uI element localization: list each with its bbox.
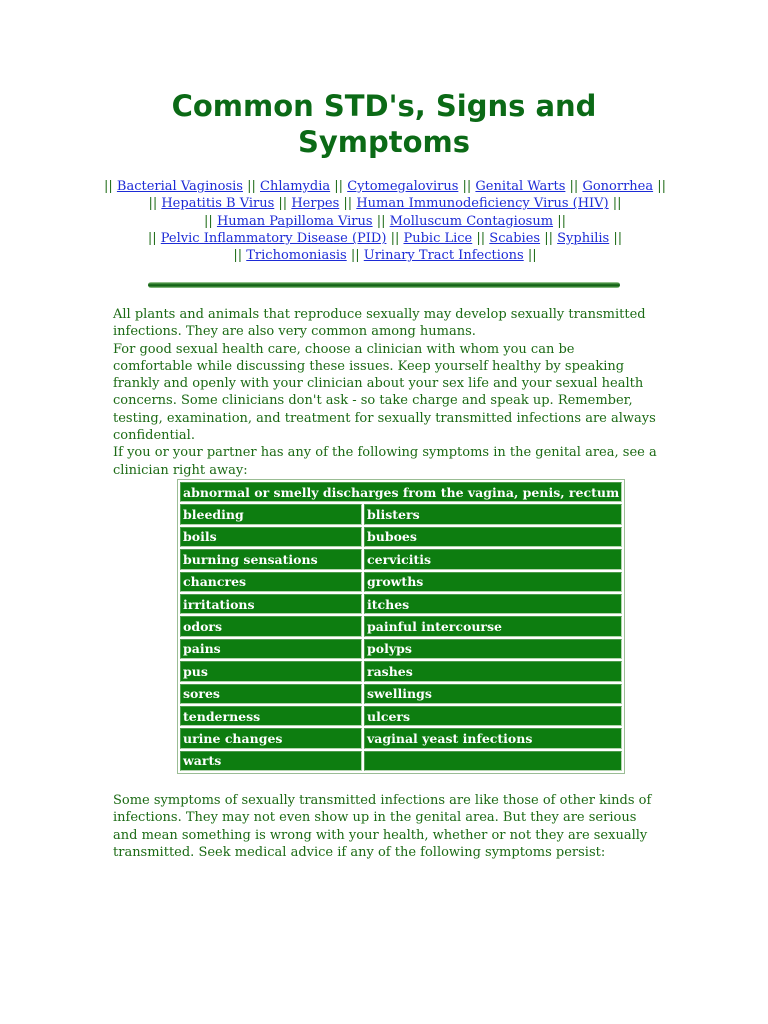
- symptom-cell: tenderness: [180, 706, 362, 726]
- nav-separator: ||: [148, 196, 158, 212]
- nav-separator: ||: [527, 248, 537, 264]
- nav-link[interactable]: Scabies: [489, 230, 541, 246]
- nav-link[interactable]: Genital Warts: [475, 179, 566, 194]
- table-row: [180, 616, 622, 636]
- symptom-cell: pus: [180, 661, 362, 681]
- intro-paragraph-1: All plants and animals that reproduce sexually may develop sexually transmitted infections. They are also very common among humans.: [113, 307, 646, 340]
- nav-link[interactable]: Human Papilloma Virus: [216, 213, 373, 229]
- table-row: [180, 728, 622, 748]
- table-row: [180, 706, 622, 726]
- nav-link[interactable]: Cytomegalovirus: [347, 179, 459, 194]
- nav-link[interactable]: Gonorrhea: [582, 179, 654, 194]
- nav-line: [90, 178, 680, 195]
- intro-paragraph-2: For good sexual health care, choose a clinician with whom you can be comfortable while discussing these issues. Keep yourself healthy by speaking frankly and openly with your clinician about your sex life and your sexual health concerns. Some clinicians don't ask - so take charge and speak up. Remember, testing, examination, and treatment for sexually transmitted infections are always confidential.: [113, 341, 656, 444]
- nav-link[interactable]: Hepatitis B Virus: [161, 196, 275, 212]
- nav-line: [90, 247, 680, 264]
- table-row: [180, 572, 622, 592]
- table-row: [180, 594, 622, 614]
- page-title: Common STD's, Signs and Symptoms: [171, 89, 597, 159]
- symptom-cell: cervicitis: [364, 549, 622, 569]
- nav-link[interactable]: Bacterial Vaginosis: [116, 179, 243, 194]
- symptoms-table-header-cell: abnormal or smelly discharges from the vagina, penis, rectum: [180, 482, 622, 502]
- horizontal-divider: [148, 282, 620, 288]
- nav-separator: ||: [147, 230, 157, 246]
- nav-link[interactable]: Urinary Tract Infections: [363, 248, 524, 264]
- closing-paragraph: Some symptoms of sexually transmitted infections are like those of other kinds of infections. They may not even show up in the genital area. But they are serious and mean something is wrong with your health, whether or not they are sexually transmitted. Seek medical advice if any of the following symptoms persist:: [113, 793, 652, 860]
- nav-link[interactable]: Pelvic Inflammatory Disease (PID): [160, 230, 387, 246]
- nav-line: [90, 195, 680, 212]
- nav-separator: ||: [544, 230, 553, 246]
- symptom-cell: rashes: [364, 661, 622, 681]
- nav-link[interactable]: Trichomoniasis: [246, 248, 347, 264]
- table-row: [180, 504, 622, 524]
- table-row: [180, 661, 622, 681]
- symptom-cell: painful intercourse: [364, 616, 622, 636]
- nav-separator: ||: [390, 230, 400, 246]
- symptom-cell: odors: [180, 616, 362, 636]
- nav-link[interactable]: Syphilis: [557, 230, 610, 246]
- intro-paragraph-3: If you or your partner has any of the following symptoms in the genital area, see a clinician right away:: [113, 445, 657, 478]
- table-row: [180, 639, 622, 659]
- nav-separator: ||: [612, 196, 622, 212]
- symptom-cell: irritations: [180, 594, 362, 614]
- table-row: [180, 751, 622, 771]
- nav-separator: ||: [204, 213, 213, 229]
- symptom-cell: growths: [364, 572, 622, 592]
- symptom-cell: pains: [180, 639, 362, 659]
- symptom-cell: urine changes: [180, 728, 362, 748]
- nav-separator: ||: [569, 179, 579, 194]
- symptom-cell: sores: [180, 684, 362, 704]
- symptom-cell: burning sensations: [180, 549, 362, 569]
- table-row: [180, 482, 622, 502]
- symptom-cell: boils: [180, 527, 362, 547]
- nav-separator: ||: [343, 196, 353, 212]
- symptom-cell: vaginal yeast infections: [364, 728, 622, 748]
- nav-separator: ||: [334, 179, 344, 194]
- nav-separator: ||: [278, 196, 288, 212]
- nav-link[interactable]: Herpes: [291, 196, 340, 212]
- symptom-cell: polyps: [364, 639, 622, 659]
- nav-separator: ||: [247, 179, 256, 194]
- symptoms-table: [177, 479, 625, 774]
- nav-separator: ||: [657, 179, 666, 194]
- nav-separator: ||: [462, 179, 472, 194]
- nav-link[interactable]: Chlamydia: [260, 179, 331, 194]
- nav-line: [90, 213, 680, 230]
- symptom-cell: itches: [364, 594, 622, 614]
- std-link-index: [90, 178, 680, 264]
- nav-separator: ||: [233, 248, 243, 264]
- nav-separator: ||: [476, 230, 486, 246]
- nav-separator: ||: [557, 213, 566, 229]
- table-row: [180, 684, 622, 704]
- symptom-cell: blisters: [364, 504, 622, 524]
- nav-link[interactable]: Human Immunodeficiency Virus (HIV): [356, 196, 609, 212]
- symptom-cell: ulcers: [364, 706, 622, 726]
- intro-text: [113, 306, 658, 479]
- table-row: [180, 549, 622, 569]
- nav-link[interactable]: Pubic Lice: [403, 230, 473, 246]
- nav-separator: ||: [376, 213, 386, 229]
- symptom-cell: chancres: [180, 572, 362, 592]
- symptom-cell: [364, 751, 622, 771]
- symptom-cell: bleeding: [180, 504, 362, 524]
- nav-separator: ||: [350, 248, 360, 264]
- nav-separator: ||: [613, 230, 623, 246]
- nav-separator: ||: [104, 179, 113, 194]
- symptom-cell: warts: [180, 751, 362, 771]
- table-row: [180, 527, 622, 547]
- nav-line: [90, 230, 680, 247]
- symptom-cell: buboes: [364, 527, 622, 547]
- symptom-cell: swellings: [364, 684, 622, 704]
- nav-link[interactable]: Molluscum Contagiosum: [389, 213, 554, 229]
